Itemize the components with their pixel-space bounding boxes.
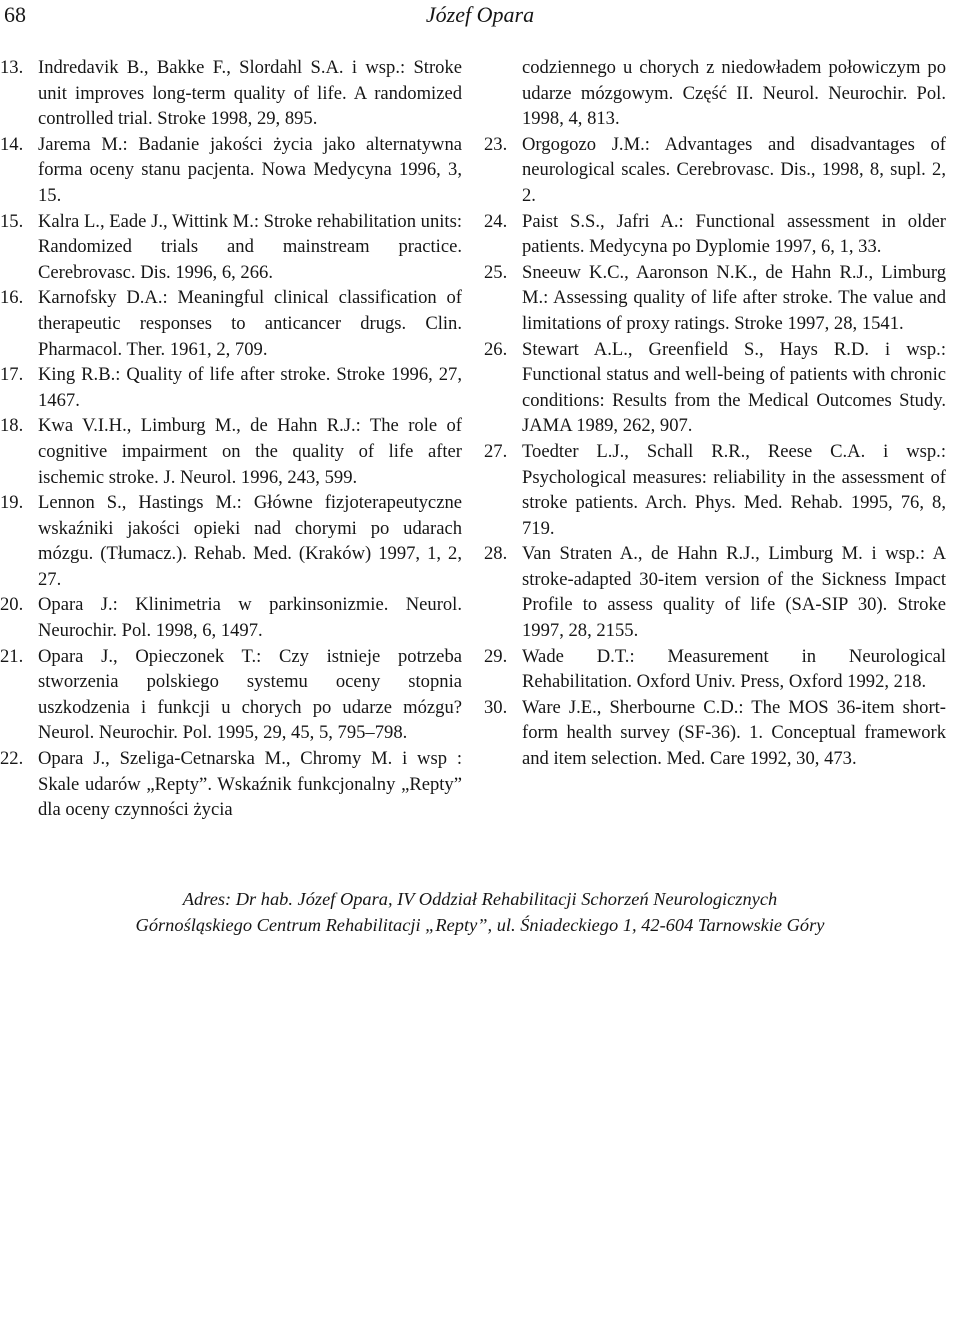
reference-number: 27. (484, 440, 508, 462)
reference-item (484, 541, 946, 643)
reference-item (484, 55, 946, 132)
reference-item (0, 490, 462, 592)
reference-text: Toedter L.J., Schall R.R., Reese C.A. i wsp.: Psychological measures: reliability in the assessment of stroke patients. Arch. Phys. Med. Rehab. 1995, 76, 8, 719. (522, 440, 946, 539)
reference-item (484, 439, 946, 541)
reference-text: Lennon S., Hastings M.: Główne fizjoterapeutyczne wskaźniki jakości opieki nad chorymi po udarach mózgu. (Tłumacz.). Rehab. Med. (Kraków) 1997, 1, 2, 27. (38, 492, 462, 590)
reference-text: Stewart A.L., Greenfield S., Hays R.D. i wsp.: Functional status and well-being of patients with chronic conditions: Results from the Medical Outcomes Study. JAMA 1989, 262, 907. (522, 338, 946, 437)
reference-number: 13. (0, 57, 24, 78)
reference-text: Orgogozo J.M.: Advantages and disadvantages of neurological scales. Cerebrovasc. Dis., 1998, 8, supl. 2, 2. (522, 133, 946, 206)
reference-number: 26. (484, 338, 508, 360)
references-left-column (0, 55, 462, 823)
reference-text: Ware J.E., Sherbourne C.D.: The MOS 36-item short-form health survey (SF-36). 1. Conceptual framework and item selection. Med. Care 1992, 30, 473. (522, 696, 946, 770)
reference-number: 15. (0, 210, 24, 232)
reference-number: 23. (484, 133, 508, 155)
reference-text: Opara J.: Klinimetria w parkinsonizmie. Neurol. Neurochir. Pol. 1998, 6, 1497. (38, 594, 462, 642)
reference-number: 29. (484, 645, 508, 667)
reference-item (0, 209, 462, 286)
reference-number: 20. (0, 594, 24, 616)
reference-item (0, 592, 462, 643)
reference-number: 22. (0, 748, 24, 770)
reference-text: King R.B.: Quality of life after stroke. Stroke 1996, 27, 1467. (38, 364, 462, 411)
reference-item (0, 132, 462, 209)
reference-number: 16. (0, 287, 24, 309)
reference-text: Jarema M.: Badanie jakości życia jako alternatywna forma oceny stanu pacjenta. Nowa Medycyna 1996, 3, 15. (38, 133, 462, 206)
reference-text: Indredavik B., Bakke F., Slordahl S.A. i wsp.: Stroke unit improves long-term quality of life. A randomized controlled trial. Stroke 1998, 29, 895. (38, 57, 462, 130)
reference-text: Wade D.T.: Measurement in Neurological Rehabilitation. Oxford Univ. Press, Oxford 1992, 218. (522, 645, 946, 693)
reference-number: 24. (484, 210, 508, 232)
reference-number: 17. (0, 364, 24, 386)
reference-item (484, 337, 946, 439)
reference-number: 25. (484, 261, 508, 283)
page-number: 68 (4, 2, 26, 27)
reference-text: Kwa V.I.H., Limburg M., de Hahn R.J.: The role of cognitive impairment on the quality of life after ischemic stroke. J. Neurol. 1996, 243, 599. (38, 415, 462, 488)
reference-number: 19. (0, 492, 24, 514)
reference-text: Kalra L., Eade J., Wittink M.: Stroke rehabilitation units: Randomized trials and mainstream practice. Cerebrovasc. Dis. 1996, 6, 266. (38, 210, 462, 283)
reference-text: Opara J., Szeliga-Cetnarska M., Chromy M. i wsp : Skale udarów „Repty”. Wskaźnik funkcjonalny „Repty” dla oceny czynności życia (38, 748, 462, 821)
reference-item (484, 644, 946, 695)
reference-item (0, 644, 462, 746)
reference-text: Van Straten A., de Hahn R.J., Limburg M. i wsp.: A stroke-adapted 30-item version of the Sickness Impact Profile to assess quality of life (SA-SIP 30). Stroke 1997, 28, 2155. (522, 543, 946, 642)
reference-number: 21. (0, 645, 24, 667)
reference-item (0, 413, 462, 490)
page-header (0, 0, 960, 40)
reference-number: 28. (484, 543, 508, 565)
reference-text: codziennego u chorych z niedowładem połowiczym po udarze mózgowym. Część II. Neurol. Neurochir. Pol. 1998, 4, 813. (522, 57, 946, 130)
address-line-1: Adres: Dr hab. Józef Opara, IV Oddział Rehabilitacji Schorzeń Neurologicznych (182, 889, 778, 909)
reference-item (484, 695, 946, 772)
references-right-column (484, 55, 946, 772)
reference-text: Paist S.S., Jafri A.: Functional assessment in older patients. Medycyna po Dyplomie 1997, 6, 1, 33. (522, 210, 946, 258)
reference-number: 14. (0, 133, 24, 155)
address-line-2: Górnośląskiego Centrum Rehabilitacji „Repty”, ul. Śniadeckiego 1, 42-604 Tarnowskie Góry (135, 915, 825, 935)
reference-item (0, 362, 462, 413)
reference-item (0, 285, 462, 362)
reference-number: 30. (484, 696, 508, 718)
author-address (0, 886, 960, 938)
reference-number: 18. (0, 415, 24, 437)
reference-item (484, 209, 946, 260)
reference-item (484, 260, 946, 337)
reference-text: Sneeuw K.C., Aaronson N.K., de Hahn R.J., Limburg M.: Assessing quality of life after stroke. The value and limitations of proxy ratings. Stroke 1997, 28, 1541. (522, 261, 946, 334)
reference-item (0, 746, 462, 823)
reference-text: Opara J., Opieczonek T.: Czy istnieje potrzeba stworzenia polskiego systemu oceny stopnia uszkodzenia i funkcji u chorych po udarze mózgu? Neurol. Neurochir. Pol. 1995, 29, 45, 5, 795–798. (38, 645, 462, 744)
reference-text: Karnofsky D.A.: Meaningful clinical classification of therapeutic responses to anticancer drugs. Clin. Pharmacol. Ther. 1961, 2, 709. (38, 287, 462, 360)
reference-item (0, 55, 462, 132)
reference-item (484, 132, 946, 209)
running-head: Józef Opara (425, 2, 535, 27)
